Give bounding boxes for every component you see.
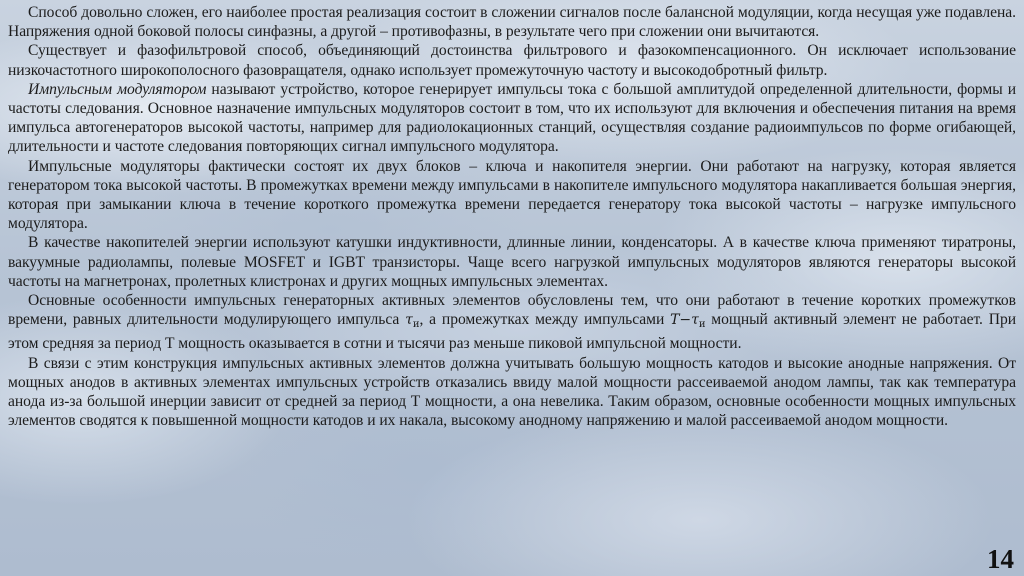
definition-text: называют устройство, которое генерирует импульсы тока с большой амплитудой определенной длительности, формы и частоты следования. Основное назначение импульсных модуляторов состоит в том, что их используют для включения и обеспечения питания на время импульса автогенераторов высокой частоты, например для радиолокационных станций, осуществляя создание радиоимпульсов по форме огибающей, длительности и частоте следования повторяющих сигнал импульсного модулятора. (8, 80, 1016, 156)
paragraph-phase-filter-method: Существует и фазофильтровой способ, объединяющий достоинства фильтрового и фазокомпенсационного. Он исключает использование низкочастотного широкополосного фазовращателя, однако использует промежуточную частоту и высокодобротный фильтр. (8, 42, 1016, 79)
page-number: 14 (987, 544, 1014, 574)
paragraph-storage-and-keys: В качестве накопителей энергии используют катушки индуктивности, длинные линии, конденсаторы. А в качестве ключа применяют тиратроны, вакуумные радиолампы, полевые MOSFET и IGBT транзисторы. Чаще всего нагрузкой импульсных модуляторов являются генераторы высокой частоты на магнетронах, пролетных клистронах и других мощных импульсных элементах. (8, 234, 1016, 290)
t-minus-tau-expression (670, 312, 706, 331)
paragraph-pulse-modulator-definition (8, 80, 1016, 157)
text-segment: , а промежутках между импульсами (419, 311, 671, 329)
paragraph-ssb-method: Способ довольно сложен, его наиболее простая реализация состоит в сложении сигналов после балансной модуляции, когда несущая уже подавлена. Напряжения одной боковой полосы синфазны, а другой – противофазны, в результате чего при сложении они вычитаются. (8, 4, 1016, 41)
t-minus-tau-letters: T−τ (670, 312, 699, 329)
term-pulse-modulator: Импульсным модулятором (28, 80, 207, 98)
tau-subscript: и (412, 319, 420, 331)
tau-symbol (405, 312, 420, 331)
text-segment: Основные особенности импульсных генераторных активных элементов обусловлены тем, что они работают в течение коротких промежутков времени, равных длительности модулирующего импульса (8, 292, 1016, 329)
tau-letter: τ (405, 312, 413, 329)
slide-text (8, 3, 1016, 430)
paragraph-design-consequences: В связи с этим конструкция импульсных активных элементов должна учитывать большую мощность катодов и высокие анодные напряжения. От мощных анодов в активных элементах импульсных устройств отказались ввиду малой мощности рассеиваемой анодом лампы, так как температура анода из-за большой инерции зависит от средней за период Т мощности, а она невелика. Таким образом, основные особенности мощных импульсных элементов сводятся к повышенной мощности катодов и их накала, высокому анодному напряжению и малой рассеиваемой анодом мощности. (8, 354, 1016, 430)
tau-subscript: и (698, 319, 706, 331)
text-segment: мощный активный элемент не работает. При этом средняя за период Т мощность оказывается в сотни и тысячи раз меньше пиковой импульсной мощности. (8, 311, 1016, 353)
paragraph-active-element-features (8, 291, 1016, 354)
paragraph-modulator-blocks: Импульсные модуляторы фактически состоят их двух блоков – ключа и накопителя энергии. Они работают на нагрузку, которая является генератором тока высокой частоты. В промежутках времени между импульсами в накопителе импульсного модулятора накапливается большая энергия, которая при замыкании ключа в течение короткого промежутка времени передается генератору тока высокой частоты – нагрузке импульсного модулятора. (8, 157, 1016, 233)
